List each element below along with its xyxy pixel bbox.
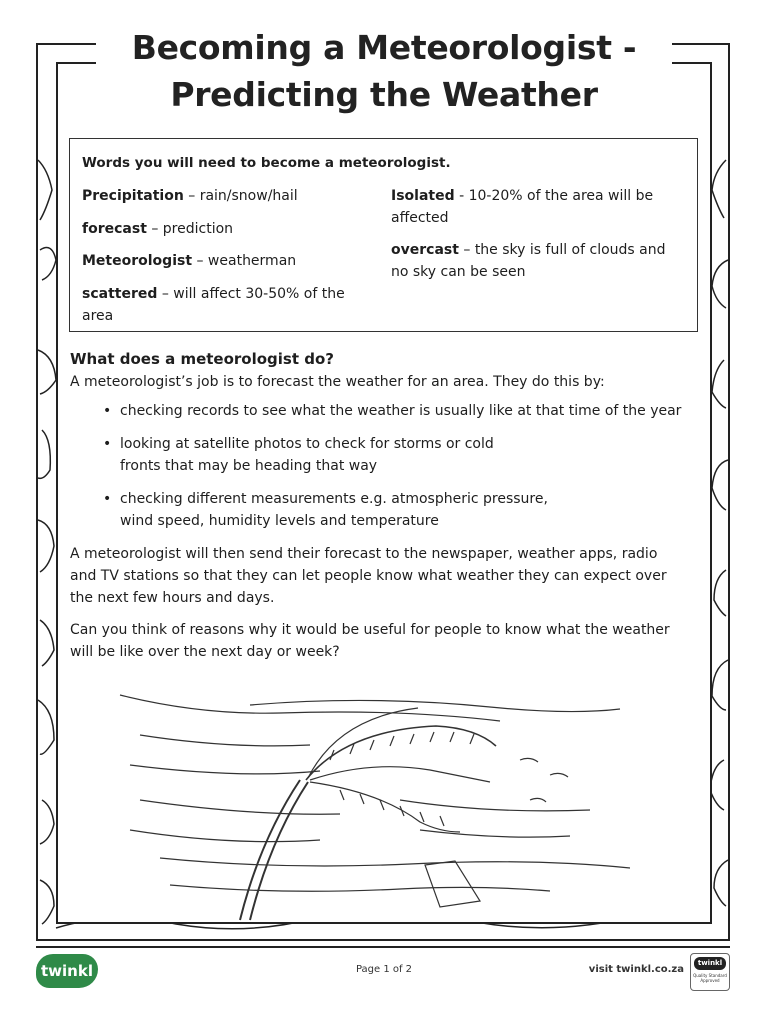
bullet-item: • looking at satellite photos to check for storms or cold fronts that may be heading that way (100, 433, 700, 477)
page-number: Page 1 of 2 (355, 964, 413, 975)
vocab-term-meteorologist: Meteorologist – weatherman (82, 253, 297, 269)
bullet-item: • checking different measurements e.g. atmospheric pressure, wind speed, humidity levels and temperature (100, 488, 700, 532)
footer-divider (36, 946, 730, 948)
vocabulary-box (69, 138, 698, 332)
vocabulary-heading: Words you will need to become a meteorologist. (82, 155, 451, 171)
vocab-term-scattered: scattered – will affect 30-50% of the area (82, 286, 345, 324)
visit-link[interactable]: visit twinkl.co.za (588, 964, 684, 975)
vocab-term-overcast: overcast – the sky is full of clouds and no sky can be seen (391, 242, 666, 280)
title-line-1: Becoming a Meteorologist - (131, 28, 637, 67)
page-title (96, 24, 672, 118)
quality-standard-badge (690, 953, 730, 991)
section-heading: What does a meteorologist do? (70, 350, 334, 368)
windy-palm-tree-illustration (100, 680, 700, 925)
vocab-term-isolated: Isolated - 10-20% of the area will be affected (391, 188, 654, 226)
paragraph-forecast-delivery: A meteorologist will then send their forecast to the newspaper, weather apps, radio and TV stations so that they can let people know what weather they can expect over the next few hours and days. (70, 546, 667, 606)
bullet-list (100, 400, 700, 543)
vocab-term-forecast: forecast – prediction (82, 221, 234, 237)
intro-text: A meteorologist’s job is to forecast the weather for an area. They do this by: (70, 374, 605, 390)
vocab-term-precipitation: Precipitation – rain/snow/hail (82, 188, 298, 204)
badge-caption: Quality Standard Approved (693, 973, 727, 983)
twinkl-logo[interactable]: twinkl (36, 954, 98, 988)
title-line-2: Predicting the Weather (170, 75, 598, 114)
bullet-item: • checking records to see what the weather is usually like at that time of the year (100, 400, 700, 422)
badge-logo-text: twinkl (694, 957, 726, 970)
paragraph-question: Can you think of reasons why it would be useful for people to know what the weather will be like over the next day or week? (70, 622, 670, 660)
